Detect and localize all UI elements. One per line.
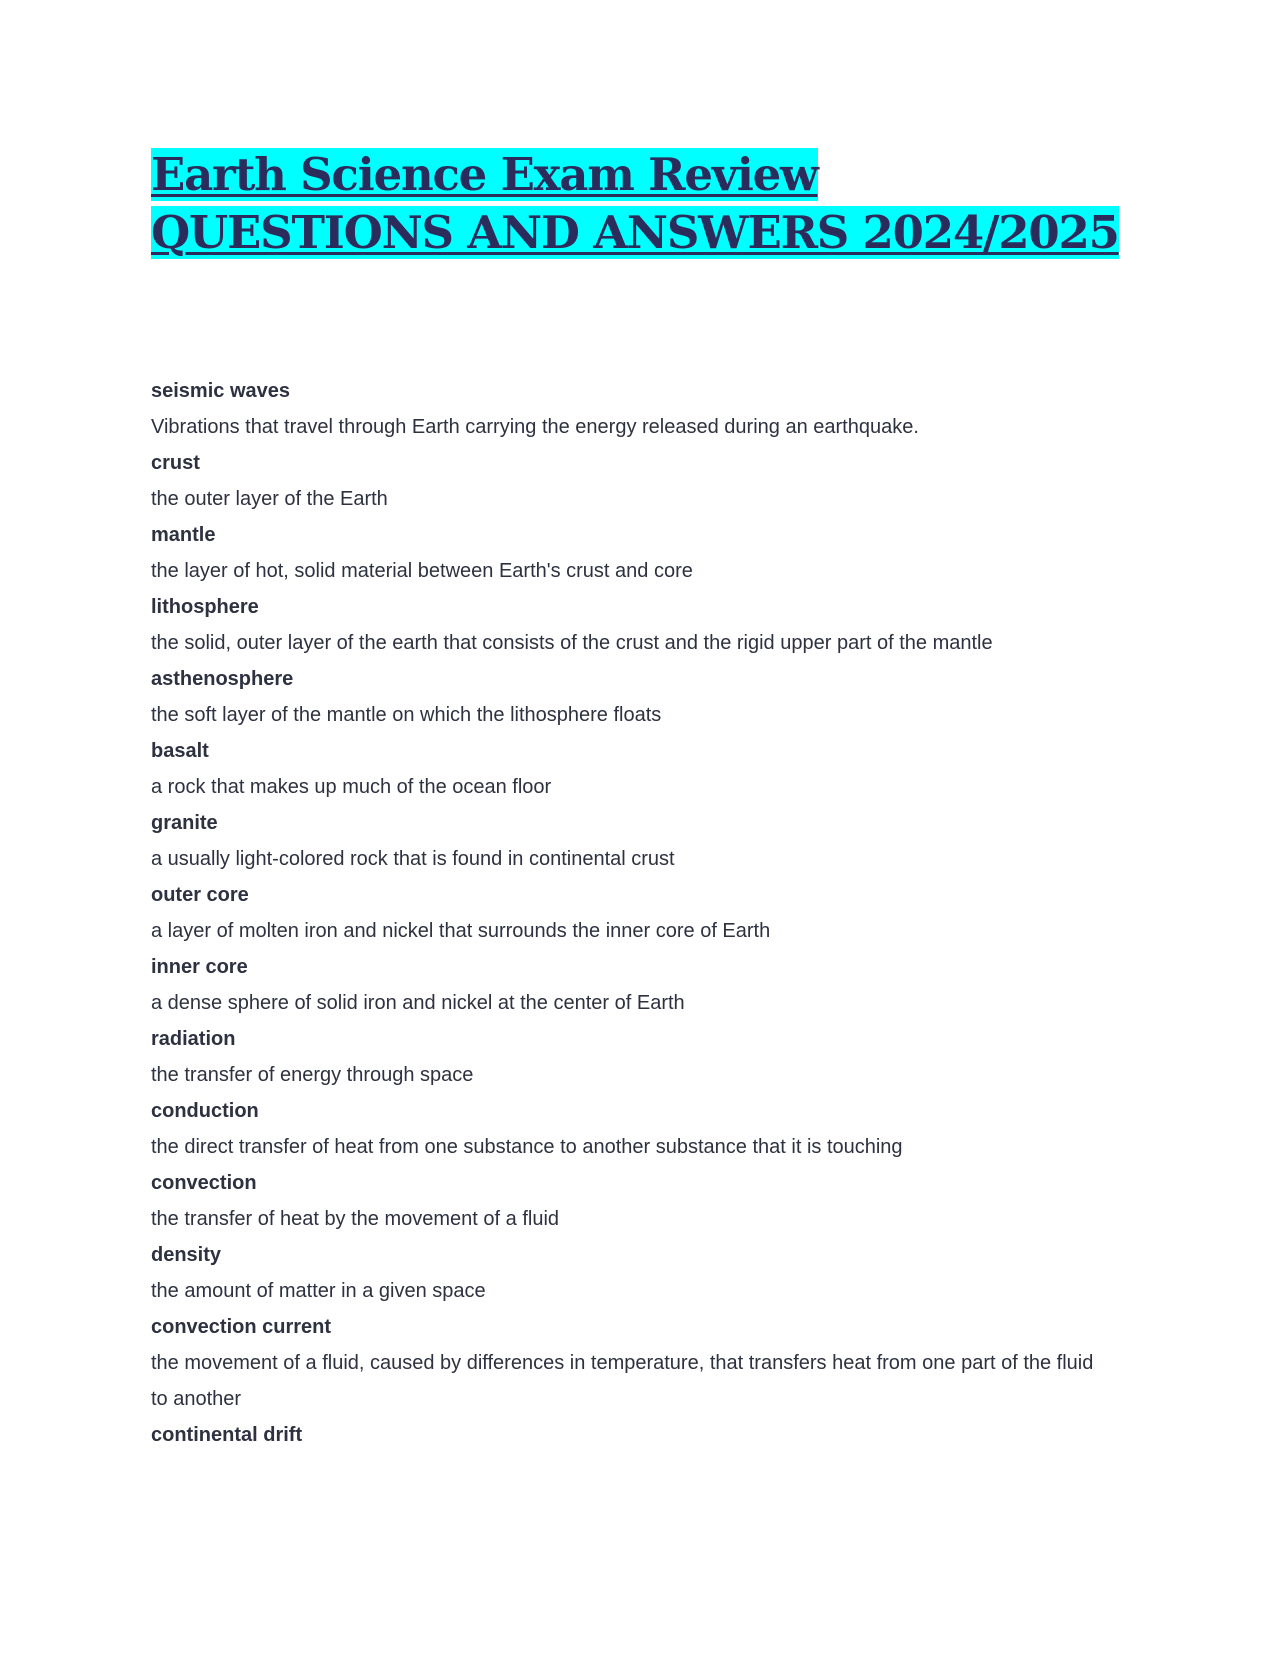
definition: the transfer of energy through space	[151, 1064, 474, 1086]
glossary-list	[151, 373, 1111, 1453]
term: basalt	[151, 740, 209, 762]
term: mantle	[151, 524, 216, 546]
title-highlight: Earth Science Exam Review QUESTIONS AND ANSWERS 2024/2025	[151, 148, 1119, 259]
definition: a rock that makes up much of the ocean floor	[151, 776, 552, 798]
term: lithosphere	[151, 596, 259, 618]
definition: the movement of a fluid, caused by differences in temperature, that transfers heat from one part of the fluid to another	[151, 1352, 1094, 1410]
document-title	[151, 146, 1131, 262]
term: conduction	[151, 1100, 259, 1122]
definition: the soft layer of the mantle on which the lithosphere floats	[151, 704, 662, 726]
term: convection	[151, 1172, 257, 1194]
term: asthenosphere	[151, 668, 294, 690]
definition: the outer layer of the Earth	[151, 488, 388, 510]
definition: a dense sphere of solid iron and nickel at the center of Earth	[151, 992, 685, 1014]
term: crust	[151, 452, 200, 474]
definition: Vibrations that travel through Earth carrying the energy released during an earthquake.	[151, 416, 919, 438]
definition: the solid, outer layer of the earth that consists of the crust and the rigid upper part of the mantle	[151, 632, 993, 654]
term: continental drift	[151, 1424, 303, 1446]
term: granite	[151, 812, 218, 834]
term: seismic waves	[151, 380, 290, 402]
definition: a usually light-colored rock that is found in continental crust	[151, 848, 675, 870]
definition: a layer of molten iron and nickel that surrounds the inner core of Earth	[151, 920, 771, 942]
term: inner core	[151, 956, 248, 978]
definition: the direct transfer of heat from one substance to another substance that it is touching	[151, 1136, 903, 1158]
definition: the amount of matter in a given space	[151, 1280, 486, 1302]
term: density	[151, 1244, 222, 1266]
definition: the transfer of heat by the movement of a fluid	[151, 1208, 560, 1230]
definition: the layer of hot, solid material between Earth's crust and core	[151, 560, 693, 582]
document-header	[151, 146, 1131, 262]
term: outer core	[151, 884, 249, 906]
term: radiation	[151, 1028, 236, 1050]
term: convection current	[151, 1316, 332, 1338]
